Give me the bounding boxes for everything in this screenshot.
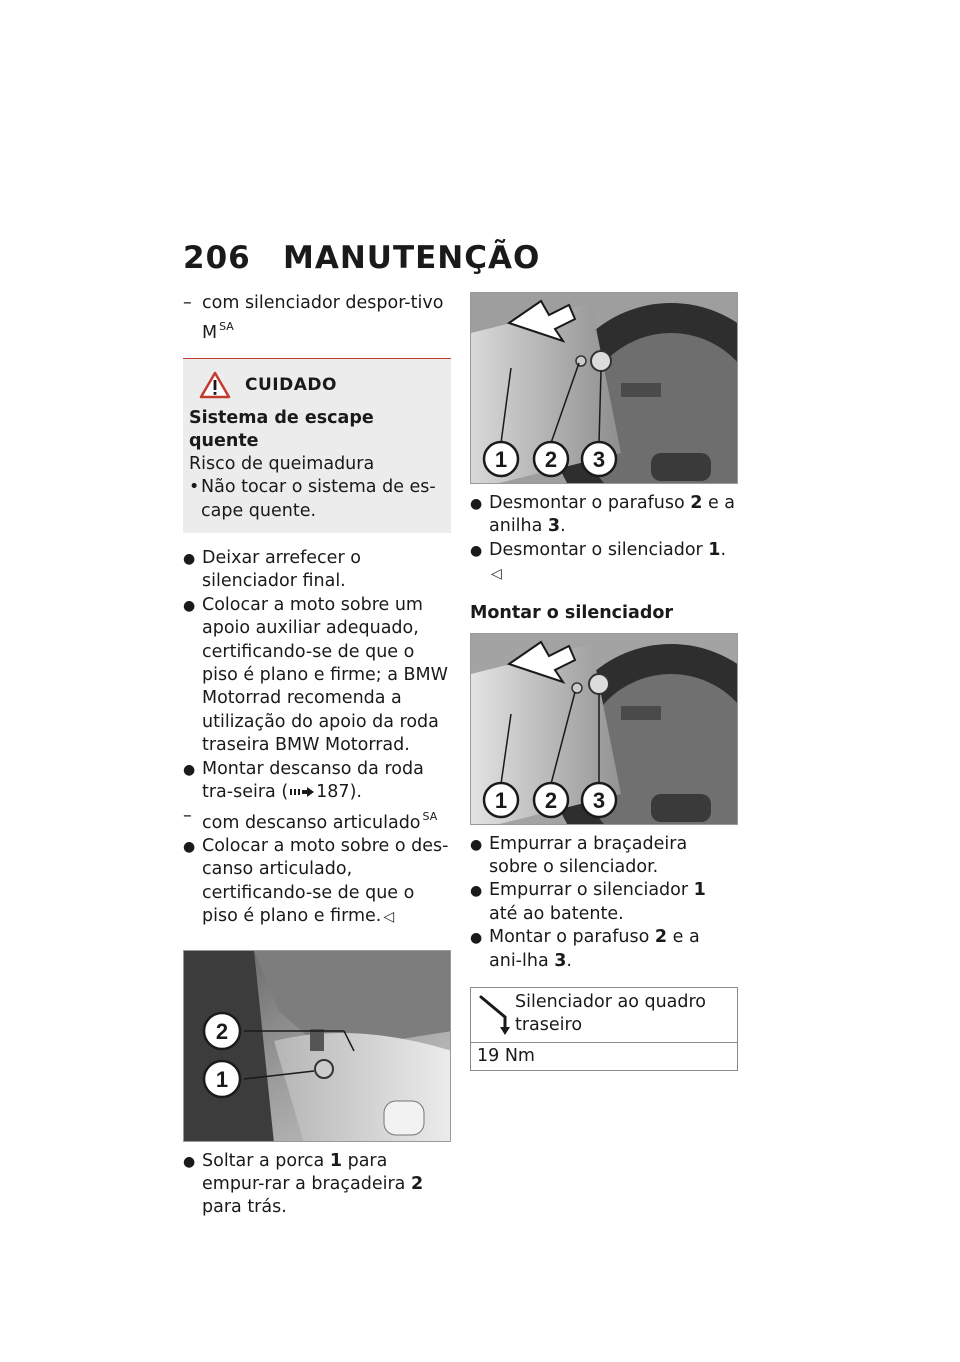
list-item: ● Desmontar o parafuso 2 e a anilha 3. bbox=[470, 493, 736, 537]
list-item: ● Montar descanso da roda tra-seira ( 187). bbox=[183, 758, 424, 803]
condition-sport-silencer: – com silenciador despor-tivo M $^{SA}$ bbox=[183, 293, 444, 344]
caution-subtitle: Sistema de escape quente bbox=[189, 407, 374, 451]
torque-wrench-icon bbox=[475, 991, 515, 1037]
caution-title: CUIDADO bbox=[245, 374, 337, 395]
callout-label: 3 bbox=[592, 787, 606, 813]
callout-label: 3 bbox=[592, 447, 606, 472]
clamp-nut-illustration bbox=[184, 951, 451, 1142]
list-item: ● Montar o parafuso 2 e a ani-lha 3. bbox=[470, 927, 700, 971]
silencer-removal-photo bbox=[470, 292, 738, 484]
callout-label: 1 bbox=[494, 787, 508, 813]
torque-label: Silenciador ao quadro traseiro bbox=[515, 992, 707, 1036]
list-item: ● Empurrar a braçadeira sobre o silenciador. bbox=[470, 833, 688, 878]
warning-triangle-icon bbox=[199, 371, 231, 399]
list-item: ● Empurrar o silenciador 1 até ao batente. bbox=[470, 880, 706, 924]
section-title: MANUTENÇÃO bbox=[283, 240, 541, 276]
end-of-section-icon: ◁ bbox=[491, 566, 502, 583]
list-item: ● Desmontar o silenciador 1.◁ bbox=[470, 539, 738, 587]
right-column bbox=[470, 292, 738, 1071]
condition-center-stand: – com descanso articulado $^{SA}$ bbox=[183, 805, 438, 833]
page-reference[interactable]: 187 bbox=[316, 782, 350, 803]
page-number: 206 bbox=[183, 240, 251, 276]
subsection-heading: Montar o silenciador bbox=[470, 602, 674, 623]
torque-spec-table bbox=[470, 987, 738, 1071]
list-item: ● Deixar arrefecer o silenciador final. bbox=[183, 548, 361, 592]
list-item: ● Colocar a moto sobre o des-canso articulado, certificando-se de que o piso é plano e firme. ◁ bbox=[183, 835, 451, 930]
callout-label: 2 bbox=[215, 1018, 229, 1044]
left-column bbox=[183, 292, 451, 1220]
caution-item: • Não tocar o sistema de es-cape quente. bbox=[189, 477, 436, 521]
list-item: ● Soltar a porca 1 para empur-rar a braçadeira 2 para trás. bbox=[183, 1150, 424, 1218]
torque-value: 19 Nm bbox=[477, 1045, 535, 1066]
list-item: ● Colocar a moto sobre um apoio auxiliar adequado, certificando-se de que o piso é plano e firme; a BMW Motorrad recomenda a utilização do apoio da roda traseira BMW Motorrad. bbox=[183, 594, 448, 756]
callout-label: 1 bbox=[215, 1066, 229, 1092]
callout-label: 1 bbox=[494, 447, 508, 472]
page-header bbox=[183, 240, 540, 280]
silencer-removal-illustration bbox=[471, 293, 738, 484]
callout-label: 2 bbox=[544, 447, 558, 472]
callout-label: 2 bbox=[544, 787, 558, 813]
caution-box bbox=[183, 358, 451, 533]
page-reference-arrow-icon bbox=[289, 786, 315, 798]
clamp-nut-photo bbox=[183, 950, 451, 1142]
silencer-install-photo bbox=[470, 633, 738, 825]
end-of-section-icon: ◁ bbox=[383, 909, 395, 926]
silencer-install-illustration bbox=[471, 634, 738, 825]
caution-risk: Risco de queimadura bbox=[189, 453, 375, 474]
